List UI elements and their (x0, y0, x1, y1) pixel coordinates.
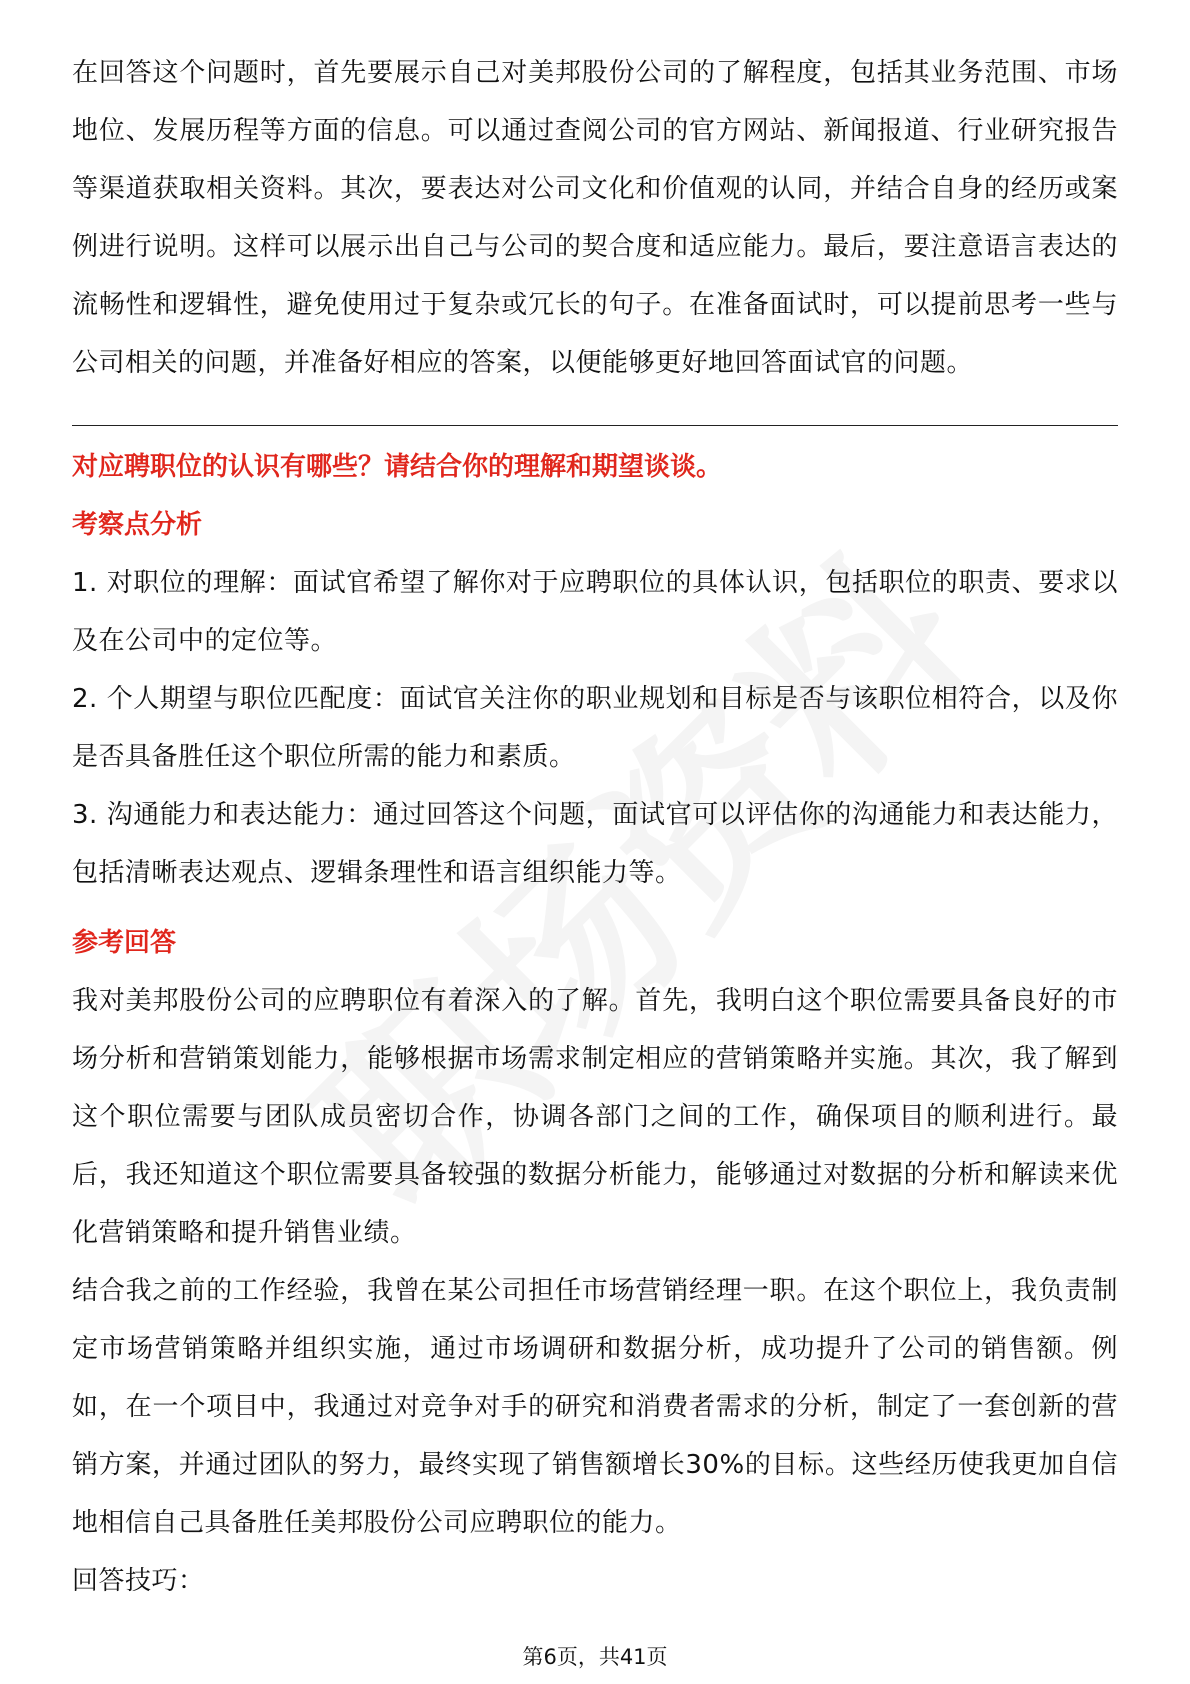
section-divider (72, 425, 1118, 426)
analysis-item: 3. 沟通能力和表达能力：通过回答这个问题，面试官可以评估你的沟通能力和表达能力，包括清晰表达观点、逻辑条理性和语言组织能力等。 (72, 800, 1118, 888)
analysis-heading: 考察点分析 (72, 510, 203, 540)
analysis-item: 2. 个人期望与职位匹配度：面试官关注你的职业规划和目标是否与该职位相符合，以及你是否具备胜任这个职位所需的能力和素质。 (72, 684, 1118, 772)
document-page (72, 44, 1118, 1610)
analysis-list (72, 554, 1118, 902)
answer-paragraph: 我对美邦股份公司的应聘职位有着深入的了解。首先，我明白这个职位需要具备良好的市场分析和营销策划能力，能够根据市场需求制定相应的营销策略并实施。其次，我了解到这个职位需要与团队成员密切合作，协调各部门之间的工作，确保项目的顺利进行。最后，我还知道这个职位需要具备较强的数据分析能力，能够通过对数据的分析和解读来优化营销策略和提升销售业绩。 (72, 986, 1118, 1248)
spacer (72, 902, 1118, 914)
page-number-footer: 第6页，共41页 (522, 1645, 668, 1669)
analysis-item: 1. 对职位的理解：面试官希望了解你对于应聘职位的具体认识，包括职位的职责、要求以及在公司中的定位等。 (72, 568, 1118, 656)
answer-heading: 参考回答 (72, 928, 177, 958)
question-title: 对应聘职位的认识有哪些？请结合你的理解和期望谈谈。 (72, 452, 723, 482)
intro-paragraph: 在回答这个问题时，首先要展示自己对美邦股份公司的了解程度，包括其业务范围、市场地位、发展历程等方面的信息。可以通过查阅公司的官方网站、新闻报道、行业研究报告等渠道获取相关资料。其次，要表达对公司文化和价值观的认同，并结合自身的经历或案例进行说明。这样可以展示出自己与公司的契合度和适应能力。最后，要注意语言表达的流畅性和逻辑性，避免使用过于复杂或冗长的句子。在准备面试时，可以提前思考一些与公司相关的问题，并准备好相应的答案，以便能够更好地回答面试官的问题。 (72, 58, 1118, 378)
answer-paragraph: 结合我之前的工作经验，我曾在某公司担任市场营销经理一职。在这个职位上，我负责制定市场营销策略并组织实施，通过市场调研和数据分析，成功提升了公司的销售额。例如，在一个项目中，我通过对竞争对手的研究和消费者需求的分析，制定了一套创新的营销方案，并通过团队的努力，最终实现了销售额增长30%的目标。这些经历使我更加自信地相信自己具备胜任美邦股份公司应聘职位的能力。 (72, 1276, 1118, 1538)
tips-label: 回答技巧： (72, 1566, 205, 1596)
